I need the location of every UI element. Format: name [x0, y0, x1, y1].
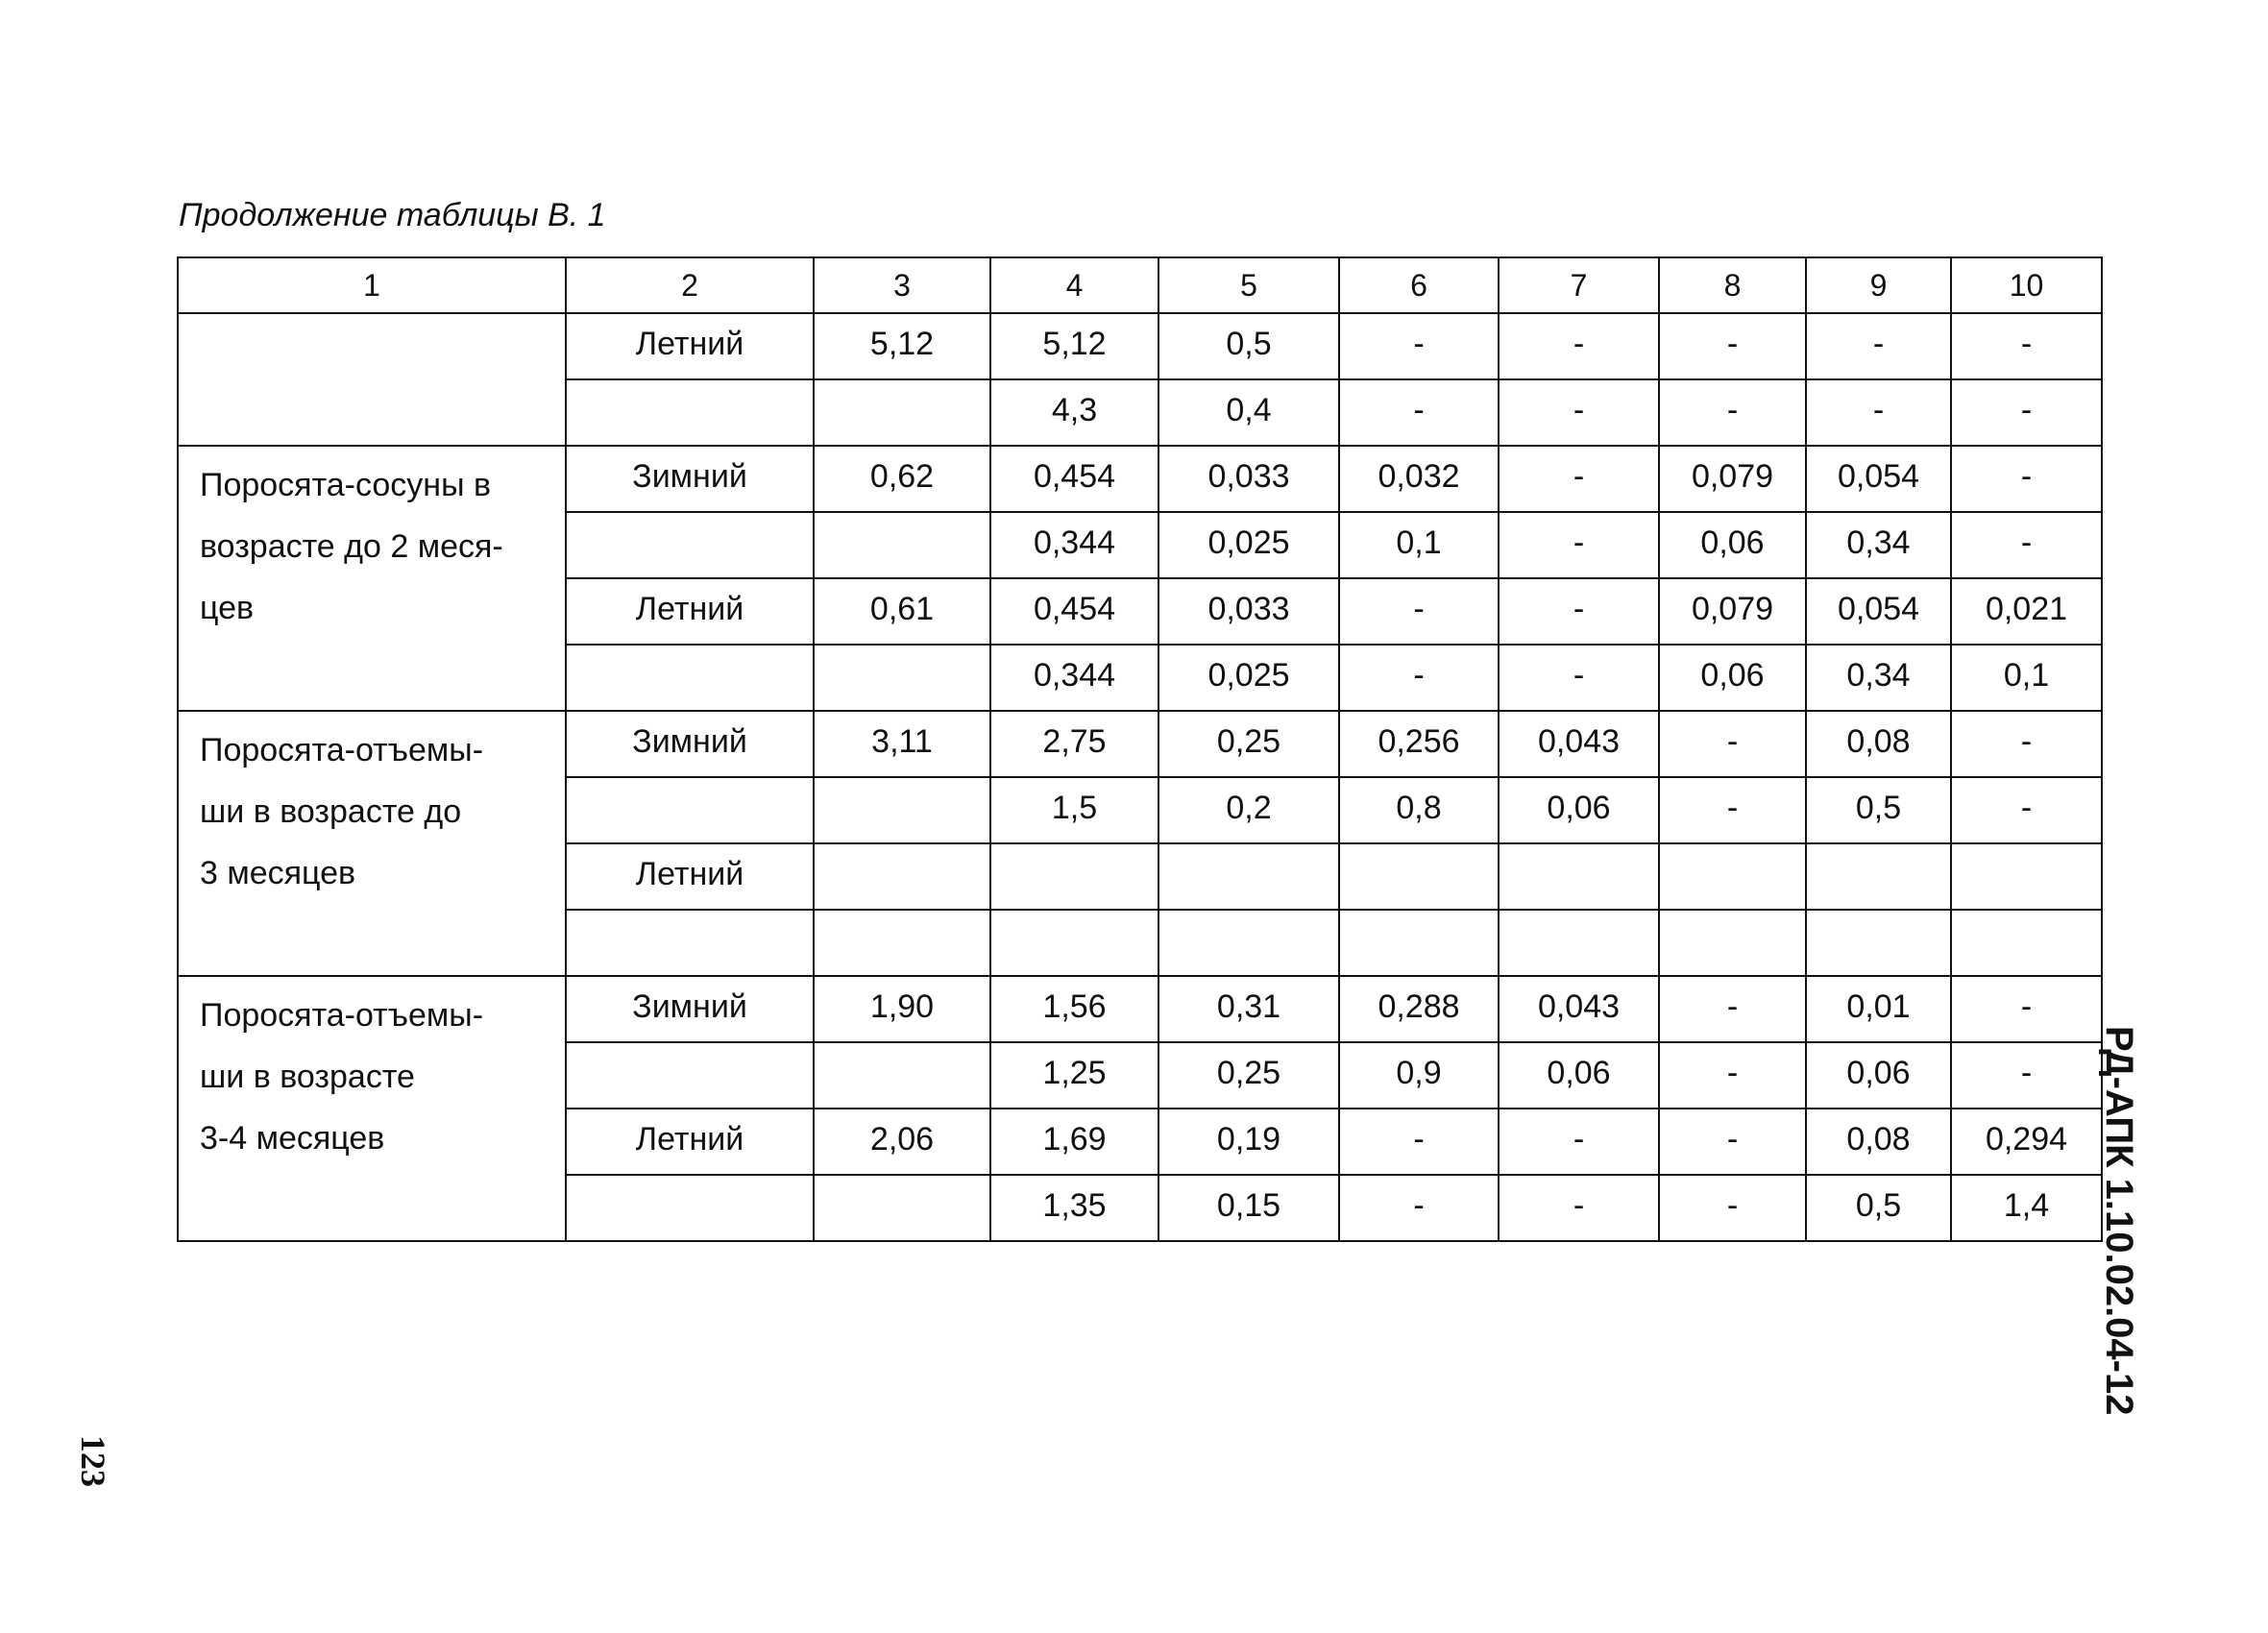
value-cell: 0,25: [1158, 1042, 1339, 1109]
label-line: 3 месяцев: [200, 855, 356, 891]
value-cell: [1158, 843, 1339, 910]
value-cell: 0,01: [1806, 976, 1951, 1042]
value-cell: -: [1499, 645, 1659, 711]
value-cell: [814, 512, 990, 578]
value-cell: 0,15: [1158, 1175, 1339, 1241]
value-cell: 1,90: [814, 976, 990, 1042]
value-cell: -: [1339, 1175, 1499, 1241]
value-cell: -: [1659, 976, 1806, 1042]
column-header: 5: [1158, 257, 1339, 313]
value-cell: -: [1499, 1175, 1659, 1241]
column-header: 9: [1806, 257, 1951, 313]
column-header: 10: [1951, 257, 2102, 313]
value-cell: -: [1339, 1109, 1499, 1175]
season-cell: [566, 1042, 814, 1109]
value-cell: [814, 843, 990, 910]
season-cell: Летний: [566, 843, 814, 910]
table-row: [178, 711, 2102, 777]
season-cell: [566, 379, 814, 446]
season-cell: Летний: [566, 313, 814, 379]
value-cell: [1158, 910, 1339, 976]
page-number: 123: [74, 1435, 112, 1487]
value-cell: -: [1951, 1042, 2102, 1109]
value-cell: 1,4: [1951, 1175, 2102, 1241]
value-cell: 0,08: [1806, 711, 1951, 777]
value-cell: 0,06: [1499, 1042, 1659, 1109]
value-cell: 0,8: [1339, 777, 1499, 843]
label-line: возрасте до 2 меся-: [200, 528, 503, 565]
season-cell: [566, 1175, 814, 1241]
value-cell: [814, 1042, 990, 1109]
value-cell: -: [1806, 379, 1951, 446]
label-line: ши в возрасте до: [200, 793, 462, 830]
value-cell: 0,61: [814, 578, 990, 645]
value-cell: [1951, 843, 2102, 910]
value-cell: -: [1499, 446, 1659, 512]
value-cell: 0,033: [1158, 446, 1339, 512]
value-cell: 1,5: [990, 777, 1158, 843]
value-cell: -: [1659, 313, 1806, 379]
value-cell: 0,08: [1806, 1109, 1951, 1175]
value-cell: 0,5: [1158, 313, 1339, 379]
value-cell: 0,19: [1158, 1109, 1339, 1175]
value-cell: 0,5: [1806, 777, 1951, 843]
column-header: 7: [1499, 257, 1659, 313]
value-cell: 0,454: [990, 578, 1158, 645]
value-cell: 0,5: [1806, 1175, 1951, 1241]
value-cell: 0,344: [990, 645, 1158, 711]
value-cell: -: [1951, 976, 2102, 1042]
value-cell: [1499, 843, 1659, 910]
data-table: [177, 256, 2103, 1242]
season-cell: Зимний: [566, 976, 814, 1042]
value-cell: 0,079: [1659, 446, 1806, 512]
value-cell: [1951, 910, 2102, 976]
value-cell: [1806, 910, 1951, 976]
value-cell: 5,12: [990, 313, 1158, 379]
label-line: 3-4 месяцев: [200, 1120, 385, 1157]
value-cell: 2,75: [990, 711, 1158, 777]
table-caption: Продолжение таблицы В. 1: [179, 197, 606, 233]
value-cell: 0,054: [1806, 578, 1951, 645]
value-cell: [814, 777, 990, 843]
value-cell: 1,35: [990, 1175, 1158, 1241]
value-cell: -: [1951, 313, 2102, 379]
value-cell: 0,62: [814, 446, 990, 512]
value-cell: 5,12: [814, 313, 990, 379]
value-cell: -: [1659, 1175, 1806, 1241]
value-cell: 0,032: [1339, 446, 1499, 512]
value-cell: -: [1339, 578, 1499, 645]
value-cell: 2,06: [814, 1109, 990, 1175]
value-cell: 0,06: [1659, 645, 1806, 711]
value-cell: 0,4: [1158, 379, 1339, 446]
value-cell: -: [1339, 379, 1499, 446]
value-cell: 0,1: [1339, 512, 1499, 578]
value-cell: 0,454: [990, 446, 1158, 512]
value-cell: [1339, 910, 1499, 976]
value-cell: 1,56: [990, 976, 1158, 1042]
value-cell: -: [1951, 379, 2102, 446]
value-cell: [814, 910, 990, 976]
value-cell: -: [1499, 578, 1659, 645]
value-cell: 0,25: [1158, 711, 1339, 777]
value-cell: 0,079: [1659, 578, 1806, 645]
column-header: 8: [1659, 257, 1806, 313]
value-cell: [814, 645, 990, 711]
value-cell: [814, 379, 990, 446]
season-cell: [566, 910, 814, 976]
value-cell: -: [1951, 512, 2102, 578]
value-cell: -: [1659, 1042, 1806, 1109]
value-cell: [1499, 910, 1659, 976]
value-cell: -: [1659, 1109, 1806, 1175]
label-line: Поросята-сосуны в: [200, 467, 492, 503]
value-cell: 0,06: [1499, 777, 1659, 843]
value-cell: 0,06: [1806, 1042, 1951, 1109]
column-header: 3: [814, 257, 990, 313]
value-cell: 0,9: [1339, 1042, 1499, 1109]
value-cell: 0,025: [1158, 512, 1339, 578]
value-cell: 1,69: [990, 1109, 1158, 1175]
value-cell: -: [1499, 1109, 1659, 1175]
value-cell: 0,294: [1951, 1109, 2102, 1175]
value-cell: [814, 1175, 990, 1241]
label-line: ши в возрасте: [200, 1059, 415, 1095]
season-cell: Зимний: [566, 711, 814, 777]
value-cell: 0,021: [1951, 578, 2102, 645]
value-cell: 0,2: [1158, 777, 1339, 843]
value-cell: 4,3: [990, 379, 1158, 446]
animal-group-label: [178, 711, 566, 976]
table-row: [178, 446, 2102, 512]
season-cell: [566, 777, 814, 843]
value-cell: [1339, 843, 1499, 910]
value-cell: 0,054: [1806, 446, 1951, 512]
value-cell: 0,34: [1806, 512, 1951, 578]
column-header: 6: [1339, 257, 1499, 313]
value-cell: 1,25: [990, 1042, 1158, 1109]
season-cell: Летний: [566, 1109, 814, 1175]
value-cell: -: [1951, 711, 2102, 777]
animal-group-label: [178, 313, 566, 446]
label-line: Поросята-отъемы-: [200, 732, 484, 768]
value-cell: -: [1339, 645, 1499, 711]
value-cell: [1806, 843, 1951, 910]
value-cell: 0,033: [1158, 578, 1339, 645]
value-cell: -: [1659, 379, 1806, 446]
season-cell: [566, 645, 814, 711]
value-cell: 0,06: [1659, 512, 1806, 578]
column-header: 4: [990, 257, 1158, 313]
value-cell: -: [1951, 777, 2102, 843]
value-cell: [990, 910, 1158, 976]
season-cell: Зимний: [566, 446, 814, 512]
animal-group-label: [178, 446, 566, 711]
column-header: 2: [566, 257, 814, 313]
value-cell: -: [1499, 512, 1659, 578]
table-row: [178, 976, 2102, 1042]
value-cell: -: [1659, 711, 1806, 777]
label-line: цев: [200, 590, 255, 626]
value-cell: 0,288: [1339, 976, 1499, 1042]
value-cell: -: [1659, 777, 1806, 843]
value-cell: -: [1951, 446, 2102, 512]
value-cell: 0,256: [1339, 711, 1499, 777]
season-cell: [566, 512, 814, 578]
value-cell: 3,11: [814, 711, 990, 777]
column-header: 1: [178, 257, 566, 313]
value-cell: [1659, 910, 1806, 976]
value-cell: -: [1806, 313, 1951, 379]
value-cell: 0,34: [1806, 645, 1951, 711]
table-row: [178, 313, 2102, 379]
season-cell: Летний: [566, 578, 814, 645]
value-cell: -: [1499, 313, 1659, 379]
value-cell: 0,344: [990, 512, 1158, 578]
value-cell: 0,1: [1951, 645, 2102, 711]
animal-group-label: [178, 976, 566, 1241]
value-cell: [990, 843, 1158, 910]
value-cell: [1659, 843, 1806, 910]
value-cell: -: [1339, 313, 1499, 379]
value-cell: -: [1499, 379, 1659, 446]
value-cell: 0,043: [1499, 711, 1659, 777]
document-code: РД-АПК 1.10.02.04-12: [2098, 1026, 2140, 1416]
value-cell: 0,31: [1158, 976, 1339, 1042]
label-line: Поросята-отъемы-: [200, 997, 484, 1034]
value-cell: 0,043: [1499, 976, 1659, 1042]
header-row: [178, 257, 2102, 313]
value-cell: 0,025: [1158, 645, 1339, 711]
